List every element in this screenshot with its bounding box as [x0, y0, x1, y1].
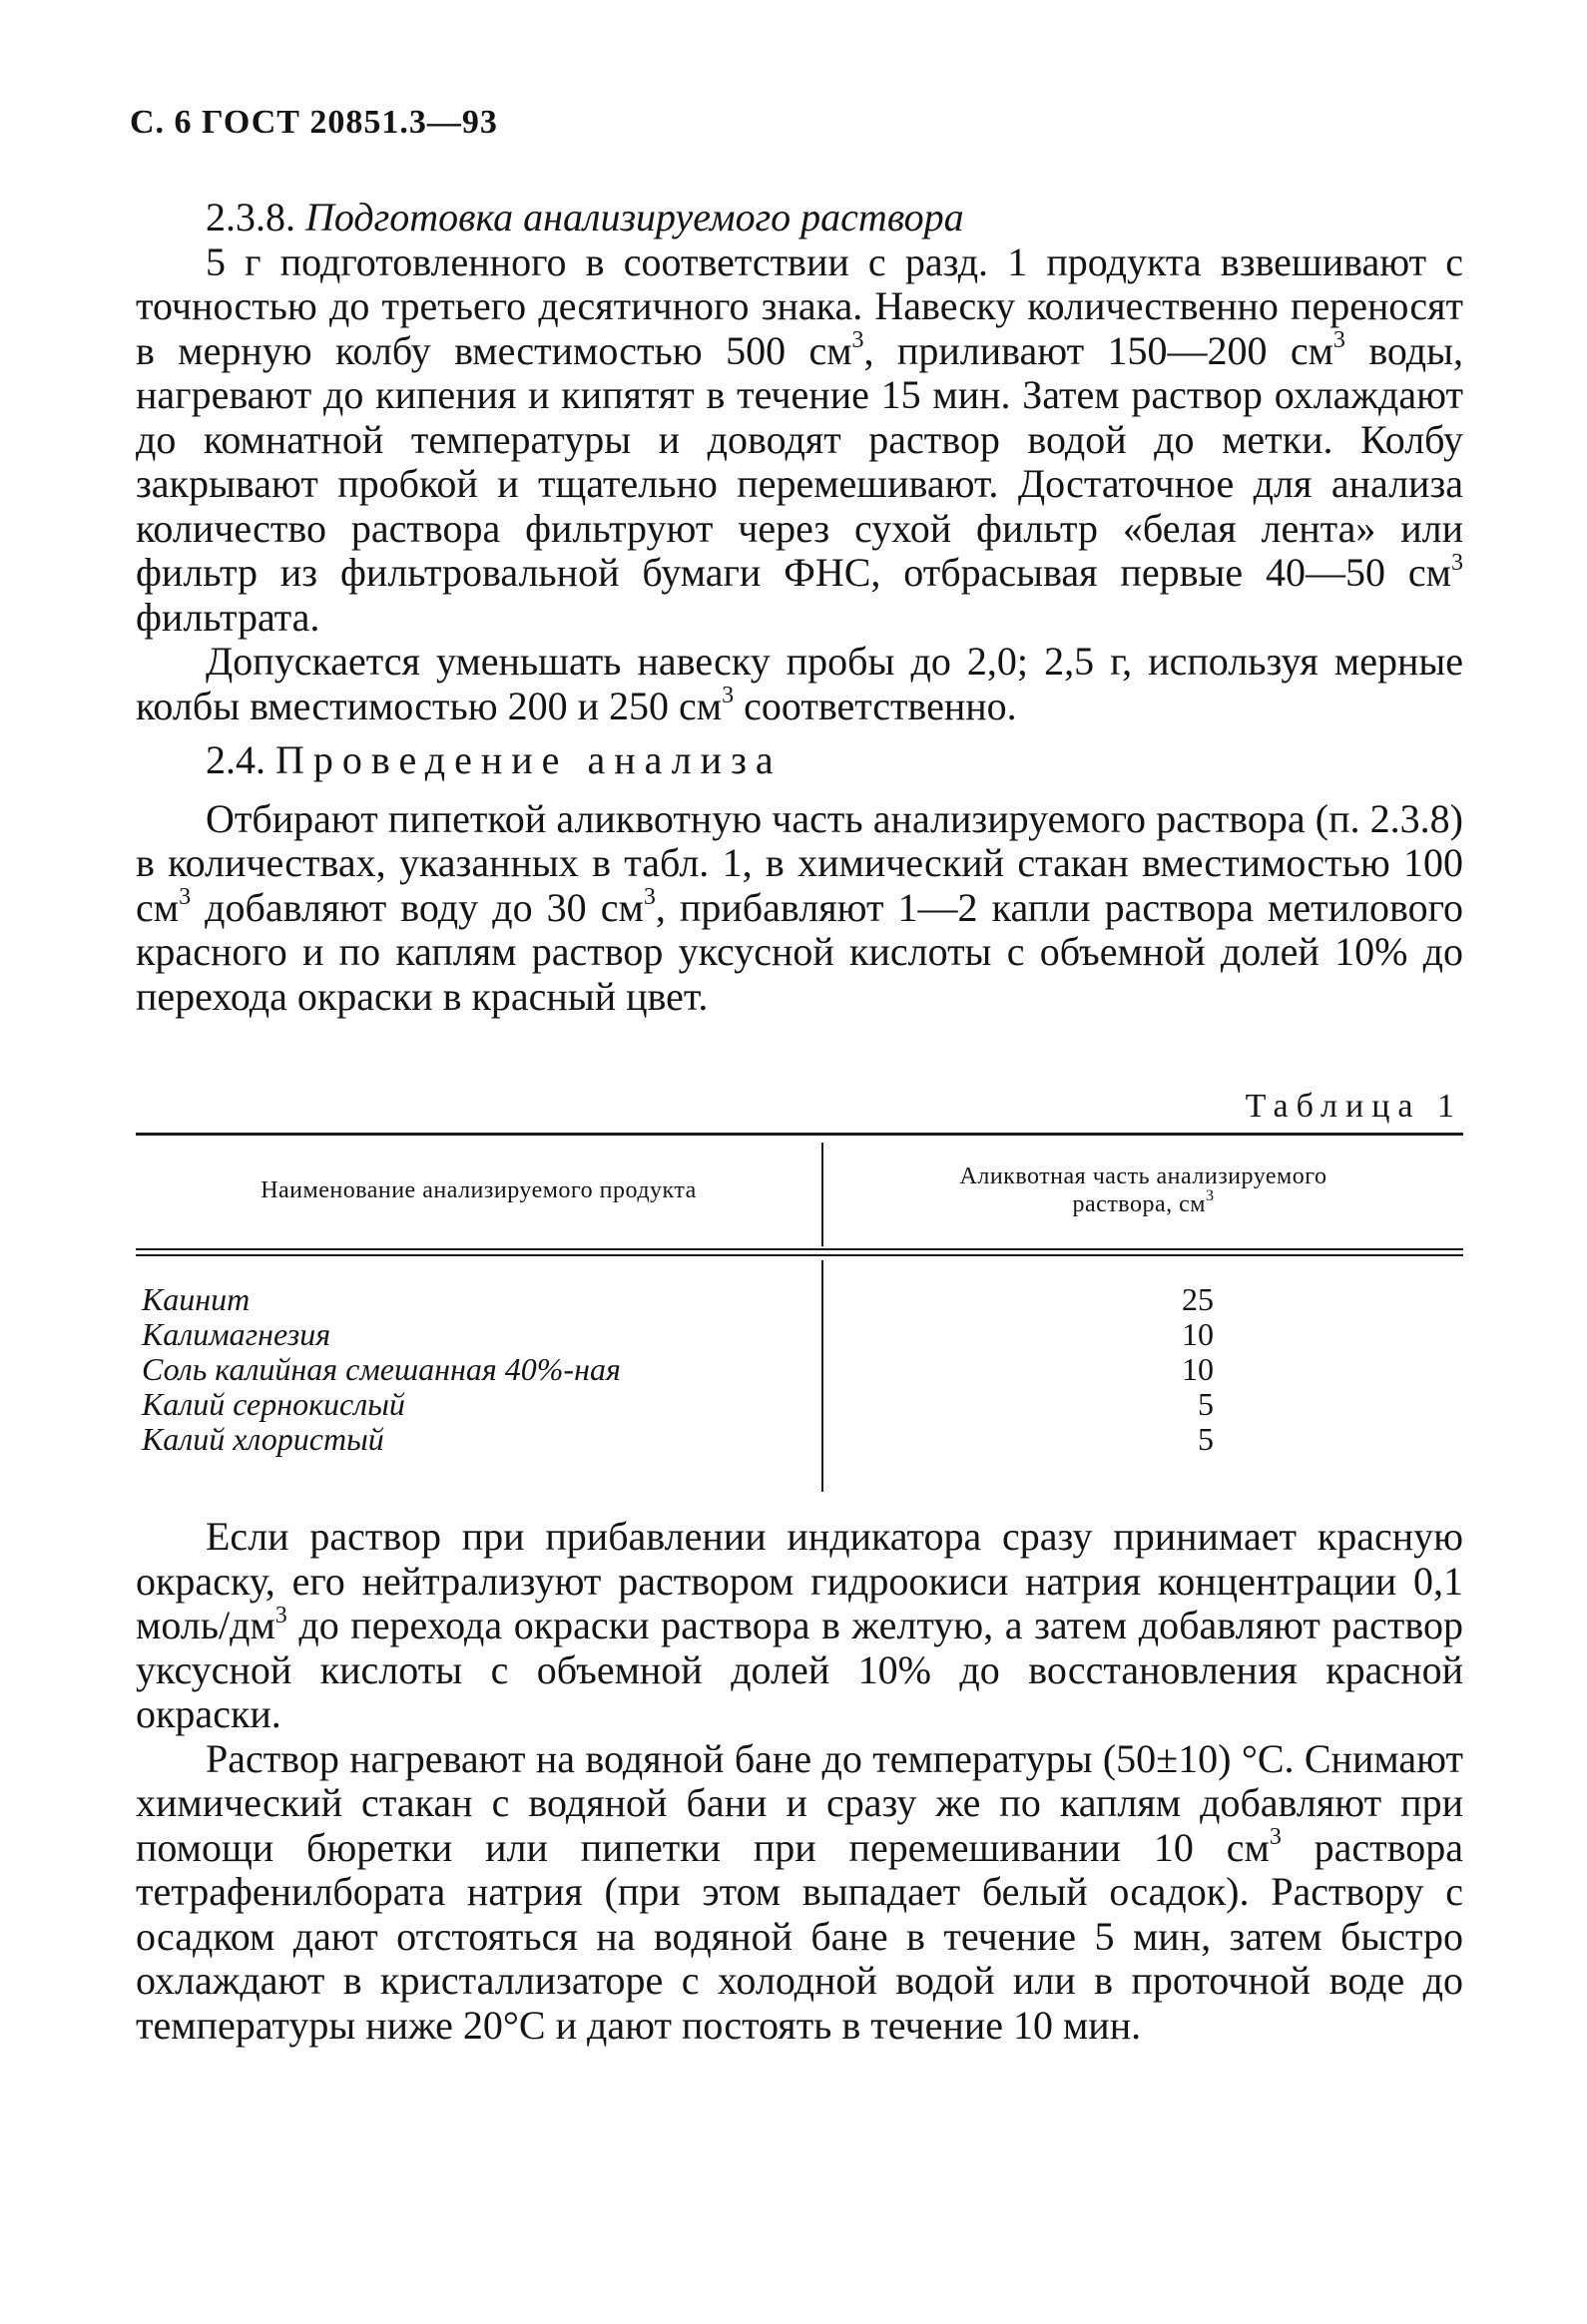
table-row [136, 1352, 1463, 1387]
product-name: Калий сернокислый [142, 1386, 405, 1422]
table-row [136, 1317, 1463, 1352]
section-2-3-8 [136, 196, 1463, 728]
page-header: С. 6 ГОСТ 20851.3—93 [130, 104, 498, 141]
text-span: воды, нагревают до кипения и кипятят в течение 15 мин. Затем раствор охлаждают до комнатной температуры и доводят раствор водой до метки. Колбу закрывают пробкой и тщательно перемешивают. Достаточное для анализа количество раствора фильтруют через сухой фильтр «белая лента» или фильтр из фильтровальной бумаги ФНС, отбрасывая первые 40—50 см [136, 327, 1464, 595]
superscript: 3 [851, 327, 864, 354]
text-span: Раствор нагревают на водяной бане до температуры (50±10) °С. Снимают химический стакан с водяной бани и сразу же по каплям добавляют при помощи бюретки или пипетки при перемешивании 10 см [136, 1735, 1463, 1870]
section-number: 2.4. [206, 737, 265, 782]
text-span: добавляют воду до 30 см [191, 884, 644, 930]
table-header-rule [136, 1254, 1463, 1256]
paragraph [136, 1737, 1463, 2049]
aliquot-value: 10 [1182, 1316, 1214, 1352]
section-2-4 [136, 738, 1463, 1019]
text-span: соответственно. [734, 683, 1017, 728]
table-row [136, 1422, 1463, 1457]
aliquot-value: 5 [1198, 1421, 1214, 1457]
table-1 [136, 1133, 1463, 1492]
text-span: раствора тетрафенилбората натрия (при этом выпадает белый осадок). Раствору с осадком дают отстояться на водяной бане в течение 5 мин, затем быстро охлаждают в кристаллизаторе с холодной водой или в проточной воде до температуры ниже 20°С и дают постоять в течение 10 мин. [136, 1824, 1464, 2048]
text-span: фильтрата. [136, 594, 320, 640]
section-2-3-8-heading [136, 196, 1463, 240]
paragraph [136, 1515, 1463, 1737]
paragraph [136, 640, 1463, 728]
superscript: 3 [643, 884, 656, 911]
paragraph [136, 797, 1463, 1020]
text-span: Если раствор при прибавлении индикатора сразу принимает красную окраску, его нейтрализуют раствором гидроокиси натрия концентрации 0,1 моль/дм [136, 1514, 1463, 1647]
text-span: 5 г подготовленного в соответствии с разд. 1 продукта взвешивают с точностью до третьего десятичного знака. Навеску количественно переносят в мерную колбу вместимостью 500 см [136, 238, 1463, 373]
table-caption: Таблица 1 [1245, 1088, 1462, 1125]
superscript: 3 [722, 683, 735, 709]
superscript: 3 [1332, 327, 1345, 354]
aliquot-value: 25 [1182, 1281, 1214, 1317]
superscript: 3 [179, 884, 192, 911]
superscript: 3 [1205, 1187, 1215, 1204]
text-span: Допускается уменьшать навеску пробы до 2,0; 2,5 г, используя мерные колбы вместимостью 200 и 250 см [136, 639, 1463, 728]
text-span: Отбирают пипеткой аликвотную часть анализируемого раствора (п. 2.3.8) в количествах, указанных в табл. 1, в химический стакан вместимостью 100 см [136, 795, 1463, 930]
header-line [960, 1187, 1327, 1218]
text-span: до перехода окраски раствора в желтую, а затем добавляют раствор уксусной кислоты с объемной долей 10% до восстановления красной окраски. [136, 1603, 1463, 1736]
table-header-product: Наименование анализируемого продукта [261, 1176, 697, 1203]
aliquot-value: 5 [1198, 1386, 1214, 1422]
section-2-4-heading [136, 738, 1463, 783]
section-title: Проведение анализа [275, 737, 783, 782]
text-span: , прибавляют 1—2 капли раствора метилового красного и по каплям раствор уксусной кислоты с объемной долей 10% до перехода окраски в красный цвет. [136, 884, 1463, 1019]
text-span: раствора, см [1072, 1191, 1206, 1217]
superscript: 3 [1269, 1824, 1282, 1851]
table-body [136, 1282, 1463, 1457]
text-span: , приливают 150—200 см [863, 327, 1333, 373]
section-title: Подготовка анализируемого раствора [305, 195, 964, 239]
table-row [136, 1387, 1463, 1422]
product-name: Калий хлористый [142, 1421, 384, 1457]
product-name: Калимагнезия [142, 1316, 331, 1352]
after-table-text [136, 1515, 1463, 2048]
paragraph [136, 240, 1463, 641]
table-header-aliquot [823, 1133, 1463, 1248]
superscript: 3 [1451, 549, 1463, 576]
superscript: 3 [274, 1602, 287, 1628]
header-line: Аликвотная часть анализируемого [959, 1163, 1327, 1189]
product-name: Каинит [142, 1281, 251, 1317]
table-header-rule [136, 1248, 1463, 1250]
section-number: 2.3.8. [206, 195, 295, 239]
table-row [136, 1282, 1463, 1317]
aliquot-value: 10 [1182, 1351, 1214, 1387]
product-name: Соль калийная смешанная 40%-ная [142, 1351, 621, 1387]
